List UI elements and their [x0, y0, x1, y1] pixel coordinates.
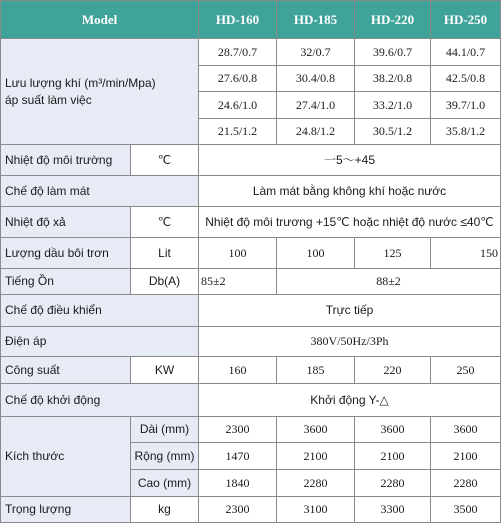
dims-height-label: Cao (mm): [131, 470, 199, 497]
discharge-label: Nhiệt độ xả: [1, 207, 131, 238]
flow-cell: 30.4/0.8: [277, 66, 355, 92]
noise-unit: Db(A): [131, 269, 199, 295]
weight-cell: 3100: [277, 497, 355, 523]
flow-cell: 39.7/1.0: [431, 92, 501, 119]
model-header: Model: [1, 1, 199, 39]
cooling-row: [1, 176, 501, 207]
flow-cell: 39.6/0.7: [355, 39, 431, 66]
model-hd250-header: HD-250: [431, 1, 501, 39]
dims-cell: 2280: [277, 470, 355, 497]
model-hd220-header: HD-220: [355, 1, 431, 39]
noise-first: 85±2: [199, 269, 277, 295]
dims-cell: 2100: [355, 443, 431, 470]
dims-cell: 3600: [431, 417, 501, 443]
noise-rest: 88±2: [277, 269, 501, 295]
ambient-value: 一5～+45: [199, 145, 501, 176]
flow-cell: 30.5/1.2: [355, 119, 431, 145]
flow-cell: 33.2/1.0: [355, 92, 431, 119]
power-cell: 220: [355, 357, 431, 384]
start-row: [1, 384, 501, 417]
weight-cell: 2300: [199, 497, 277, 523]
flow-cell: 28.7/0.7: [199, 39, 277, 66]
discharge-value: Nhiệt độ môi trương +15℃ hoặc nhiệt độ nước ≤40℃: [199, 207, 501, 238]
dims-cell: 2280: [431, 470, 501, 497]
noise-row: [1, 269, 501, 295]
power-row: [1, 357, 501, 384]
dims-cell: 2280: [355, 470, 431, 497]
dims-cell: 3600: [277, 417, 355, 443]
weight-cell: 3500: [431, 497, 501, 523]
flow-cell: 32/0.7: [277, 39, 355, 66]
dims-cell: 2100: [431, 443, 501, 470]
dims-cell: 2300: [199, 417, 277, 443]
dims-label: Kích thước: [1, 417, 131, 497]
oil-row: [1, 238, 501, 269]
flow-cell: 35.8/1.2: [431, 119, 501, 145]
ambient-label: Nhiệt độ môi trường: [1, 145, 131, 176]
power-cell: 160: [199, 357, 277, 384]
model-hd185-header: HD-185: [277, 1, 355, 39]
control-label: Chế độ điều khiển: [1, 295, 199, 327]
dims-row: [1, 417, 501, 443]
noise-label: Tiếng Ồn: [1, 269, 131, 295]
cooling-value: Làm mát bằng không khí hoặc nước: [199, 176, 501, 207]
flow-cell: 27.4/1.0: [277, 92, 355, 119]
ambient-row: [1, 145, 501, 176]
dims-length-label: Dài (mm): [131, 417, 199, 443]
power-unit: KW: [131, 357, 199, 384]
oil-unit: Lit: [131, 238, 199, 269]
dims-cell: 3600: [355, 417, 431, 443]
voltage-row: [1, 327, 501, 357]
oil-cell: 150: [431, 238, 501, 269]
oil-label: Lượng dầu bôi trơn: [1, 238, 131, 269]
flow-label: [1, 39, 199, 145]
flow-cell: 42.5/0.8: [431, 66, 501, 92]
oil-cell: 100: [199, 238, 277, 269]
voltage-label: Điện áp: [1, 327, 199, 357]
flow-label-line1: Lưu lượng khí (m³/min/Mpa): [5, 75, 156, 90]
dims-width-label: Rộng (mm): [131, 443, 199, 470]
power-cell: 250: [431, 357, 501, 384]
dims-cell: 1840: [199, 470, 277, 497]
discharge-unit: ℃: [131, 207, 199, 238]
flow-label-line2: áp suất làm việc: [5, 92, 92, 107]
control-value: Trực tiếp: [199, 295, 501, 327]
flow-row: [1, 39, 501, 66]
flow-cell: 21.5/1.2: [199, 119, 277, 145]
discharge-row: [1, 207, 501, 238]
power-cell: 185: [277, 357, 355, 384]
oil-cell: 125: [355, 238, 431, 269]
flow-cell: 27.6/0.8: [199, 66, 277, 92]
oil-cell: 100: [277, 238, 355, 269]
control-row: [1, 295, 501, 327]
dims-cell: 2100: [277, 443, 355, 470]
dims-cell: 1470: [199, 443, 277, 470]
weight-row: [1, 497, 501, 523]
weight-unit: kg: [131, 497, 199, 523]
start-label: Chế độ khởi động: [1, 384, 199, 417]
ambient-unit: ℃: [131, 145, 199, 176]
cooling-label: Chế độ làm mát: [1, 176, 199, 207]
flow-cell: 24.8/1.2: [277, 119, 355, 145]
weight-cell: 3300: [355, 497, 431, 523]
voltage-value: 380V/50Hz/3Ph: [199, 327, 501, 357]
flow-cell: 44.1/0.7: [431, 39, 501, 66]
model-hd160-header: HD-160: [199, 1, 277, 39]
power-label: Công suất: [1, 357, 131, 384]
start-value: Khởi động Y-△: [199, 384, 501, 417]
header-row: [1, 1, 501, 39]
flow-cell: 38.2/0.8: [355, 66, 431, 92]
flow-cell: 24.6/1.0: [199, 92, 277, 119]
weight-label: Trọng lượng: [1, 497, 131, 523]
